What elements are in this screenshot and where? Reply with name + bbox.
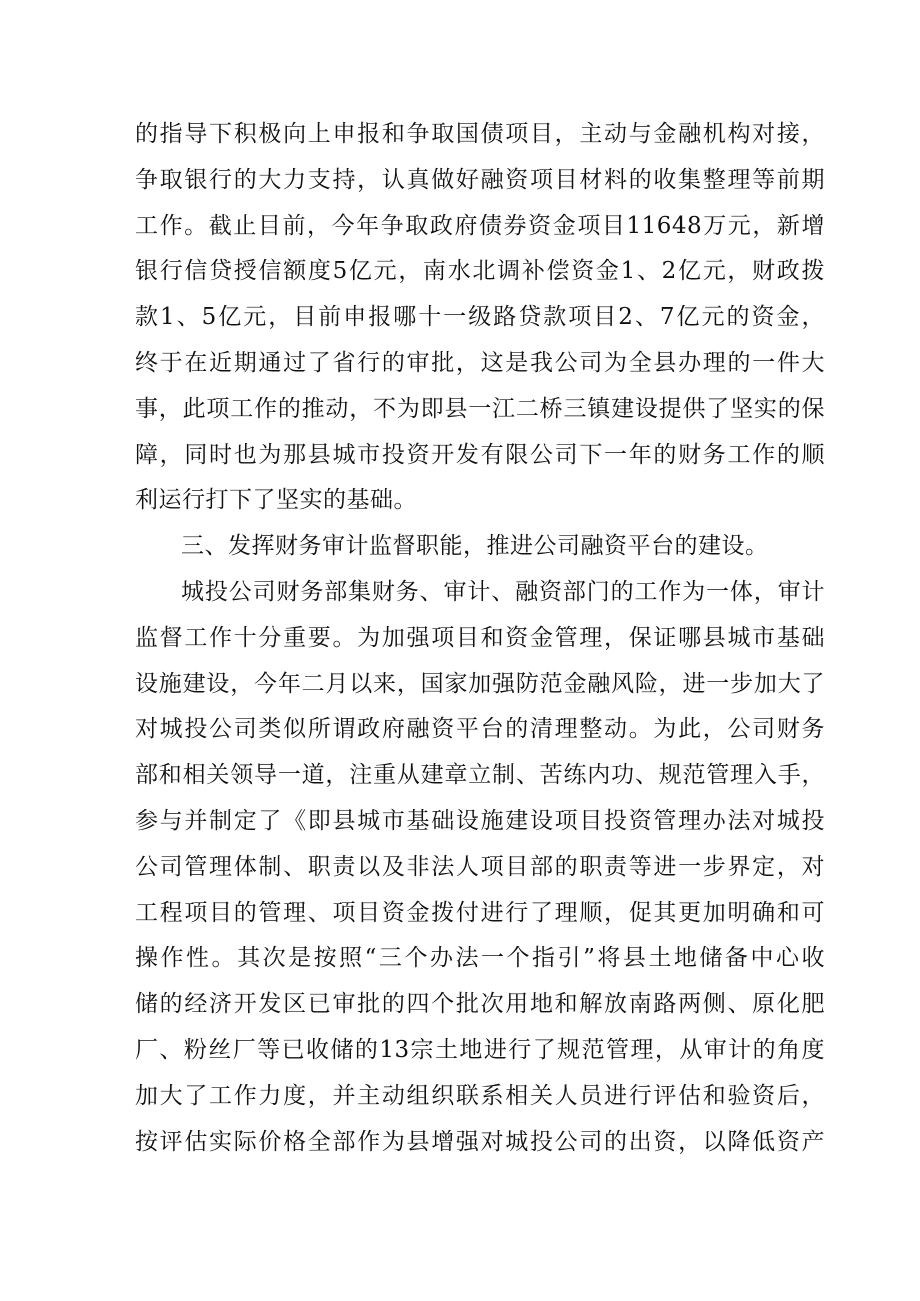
- text-line: 银行信贷授信额度5亿元，南水北调补偿资金1、2亿元，财政拨: [135, 258, 825, 285]
- text-line: 工程项目的管理、项目资金拨付进行了理顺，促其更加明确和可: [135, 899, 825, 926]
- text-line: 厂、粉丝厂等已收储的13宗土地进行了规范管理，从审计的角度: [135, 1036, 825, 1063]
- section-heading: 三、发挥财务审计监督职能，推进公司融资平台的建设。: [181, 533, 769, 560]
- text-line: 储的经济开发区已审批的四个批次用地和解放南路两侧、原化肥: [135, 991, 825, 1018]
- text-line: 争取银行的大力支持，认真做好融资项目材料的收集整理等前期: [135, 166, 825, 193]
- text-line: 参与并制定了《即县城市基础设施建设项目投资管理办法对城投: [135, 807, 825, 834]
- text-line: 事，此项工作的推动，不为即县一江二桥三镇建设提供了坚实的保: [135, 395, 825, 422]
- text-line: 监督工作十分重要。为加强项目和资金管理，保证哪县城市基础: [135, 624, 825, 651]
- text-line: 加大了工作力度，并主动组织联系相关人员进行评估和验资后，: [135, 1082, 825, 1109]
- text-line: 部和相关领导一道，注重从建章立制、苦练内功、规范管理入手，: [135, 762, 825, 789]
- text-line: 的指导下积极向上申报和争取国债项目，主动与金融机构对接，: [135, 121, 825, 147]
- text-line: 操作性。其次是按照“三个办法一个指引”将县土地储备中心收: [135, 945, 825, 972]
- paragraph-start-line: 城投公司财务部集财务、审计、融资部门的工作为一体，审计: [181, 578, 825, 605]
- text-line: 终于在近期通过了省行的审批，这是我公司为全县办理的一件大: [135, 349, 825, 376]
- text-line: 款1、5亿元，目前申报哪十一级路贷款项目2、7亿元的资金，: [135, 304, 825, 331]
- text-line: 利运行打下了坚实的基础。: [135, 487, 417, 514]
- body-text: [135, 112, 825, 1165]
- text-line: 按评估实际价格全部作为县增强对城投公司的出资，以降低资产: [135, 1128, 825, 1155]
- text-line: 公司管理体制、职责以及非法人项目部的职责等进一步界定，对: [135, 853, 825, 880]
- text-line: 工作。截止目前，今年争取政府债券资金项目11648万元，新增: [135, 212, 825, 239]
- text-line: 对城投公司类似所谓政府融资平台的清理整动。为此，公司财务: [135, 716, 825, 743]
- text-line: 设施建设，今年二月以来，国家加强防范金融风险，进一步加大了: [135, 670, 825, 697]
- text-line: 障，同时也为那县城市投资开发有限公司下一年的财务工作的顺: [135, 441, 825, 468]
